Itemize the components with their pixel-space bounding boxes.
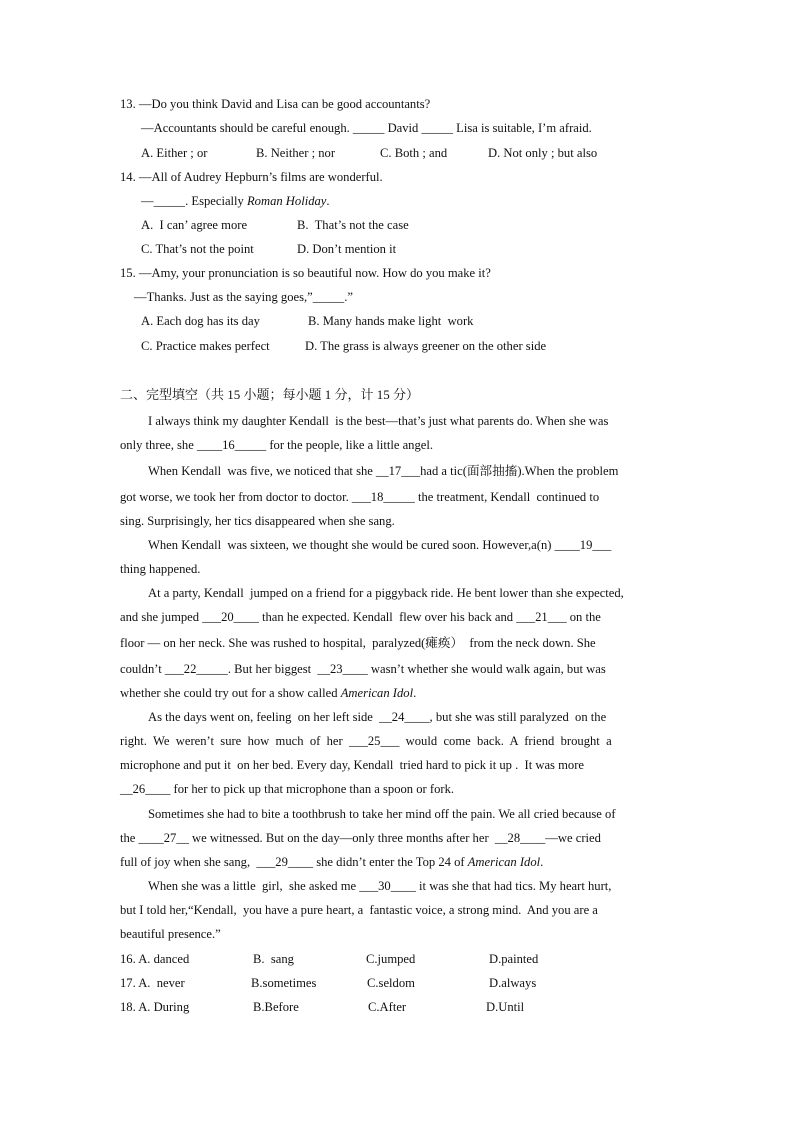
question-14-stem: 14. —All of Audrey Hepburn’s films are wonderful.: [120, 170, 383, 184]
passage-line: sing. Surprisingly, her tics disappeared when she sang.: [120, 514, 395, 528]
passage-text: full of joy when she sang, ___29____ she didn’t enter the Top 24 of: [120, 855, 468, 869]
passage-line: right. We weren’t sure how much of her ___25___ would come back. A friend brought a: [120, 734, 612, 748]
passage-line: At a party, Kendall jumped on a friend for a piggyback ride. He bent lower than she expected,: [148, 586, 624, 600]
answer-17-option-c: C.seldom: [367, 976, 415, 990]
answer-16-option-b: B. sang: [253, 952, 294, 966]
question-15-reply: —Thanks. Just as the saying goes,”_____.”: [134, 290, 353, 304]
question-14-reply-text: —_____. Especially: [141, 194, 247, 208]
passage-text: .: [540, 855, 544, 869]
passage-line: beautiful presence.”: [120, 927, 221, 941]
answer-18-option-b: B.Before: [253, 1000, 299, 1014]
question-13-option-c: C. Both ; and: [380, 146, 448, 160]
question-14-option-b: B. That’s not the case: [297, 218, 409, 232]
question-13-option-b: B. Neither ; nor: [256, 146, 336, 160]
passage-line: and she jumped ___20____ than he expected. Kendall flew over his back and ___21___ on the: [120, 610, 601, 624]
passage-text: whether she could try out for a show called: [120, 686, 341, 700]
question-14-option-a: A. I can’ agree more: [141, 218, 248, 232]
show-title: American Idol: [340, 686, 414, 700]
answer-18-option-a: 18. A. During: [120, 1000, 190, 1014]
show-title: American Idol: [467, 855, 541, 869]
passage-line: When she was a little girl, she asked me ___30____ it was she that had tics. My heart hurt,: [148, 879, 612, 893]
passage-line: microphone and put it on her bed. Every day, Kendall tried hard to pick it up . It was more: [120, 758, 584, 772]
section-heading: 二、完型填空（共 15 小题；每小题 1 分，计 15 分）: [120, 387, 420, 402]
passage-line: [120, 685, 416, 701]
answer-17-option-d: D.always: [489, 976, 537, 990]
passage-line: As the days went on, feeling on her left side __24____, but she was still paralyzed on the: [148, 710, 607, 724]
question-15-stem: 15. —Amy, your pronunciation is so beautiful now. How do you make it?: [120, 266, 491, 280]
answer-16-option-a: 16. A. danced: [120, 952, 190, 966]
question-14-option-c: C. That’s not the point: [141, 242, 254, 256]
question-14-reply: [141, 193, 330, 209]
question-13-option-a: A. Either ; or: [141, 146, 208, 160]
passage-text: .: [413, 686, 417, 700]
passage-line: __26____ for her to pick up that microphone than a spoon or fork.: [120, 782, 455, 796]
answer-18-option-d: D.Until: [486, 1000, 525, 1014]
passage-line: [120, 854, 543, 870]
question-13-reply: —Accountants should be careful enough. _____ David _____ Lisa is suitable, I’m afraid.: [141, 121, 592, 135]
passage-line: but I told her,“Kendall, you have a pure heart, a fantastic voice, a strong mind. And you are a: [120, 903, 598, 917]
question-13-option-d: D. Not only ; but also: [488, 146, 598, 160]
question-15-option-c: C. Practice makes perfect: [141, 339, 270, 353]
answer-18-option-c: C.After: [368, 1000, 407, 1014]
passage-line: Sometimes she had to bite a toothbrush to take her mind off the pain. We all cried because of: [148, 807, 616, 821]
passage-line: got worse, we took her from doctor to doctor. ___18_____ the treatment, Kendall continued to: [120, 490, 600, 504]
passage-line: couldn’t ___22_____. But her biggest __23____ wasn’t whether she would walk again, but was: [120, 662, 606, 676]
passage-line: thing happened.: [120, 562, 201, 576]
passage-line: floor — on her neck. She was rushed to hospital, paralyzed(瘫痪） from the neck down. She: [120, 636, 596, 650]
question-13-stem: 13. —Do you think David and Lisa can be good accountants?: [120, 97, 431, 111]
answer-16-option-d: D.painted: [489, 952, 539, 966]
question-15-option-a: A. Each dog has its day: [141, 314, 260, 328]
passage-line: I always think my daughter Kendall is the best—that’s just what parents do. When she was: [148, 414, 609, 428]
answer-16-option-c: C.jumped: [366, 952, 416, 966]
passage-line: When Kendall was sixteen, we thought she would be cured soon. However,a(n) ____19___: [148, 538, 612, 552]
question-14-reply-end: .: [326, 194, 330, 208]
question-15-option-d: D. The grass is always greener on the other side: [305, 339, 547, 353]
answer-17-option-b: B.sometimes: [251, 976, 317, 990]
question-15-option-b: B. Many hands make light work: [308, 314, 474, 328]
passage-line: the ____27__ we witnessed. But on the day—only three months after her __28____—we cried: [120, 831, 601, 845]
question-14-option-d: D. Don’t mention it: [297, 242, 397, 256]
question-14-film-title: Roman Holiday: [246, 194, 327, 208]
passage-line: only three, she ____16_____ for the people, like a little angel.: [120, 438, 434, 452]
passage-line: When Kendall was five, we noticed that she __17___had a tic(面部抽搐).When the problem: [148, 464, 619, 478]
answer-17-option-a: 17. A. never: [120, 976, 185, 990]
